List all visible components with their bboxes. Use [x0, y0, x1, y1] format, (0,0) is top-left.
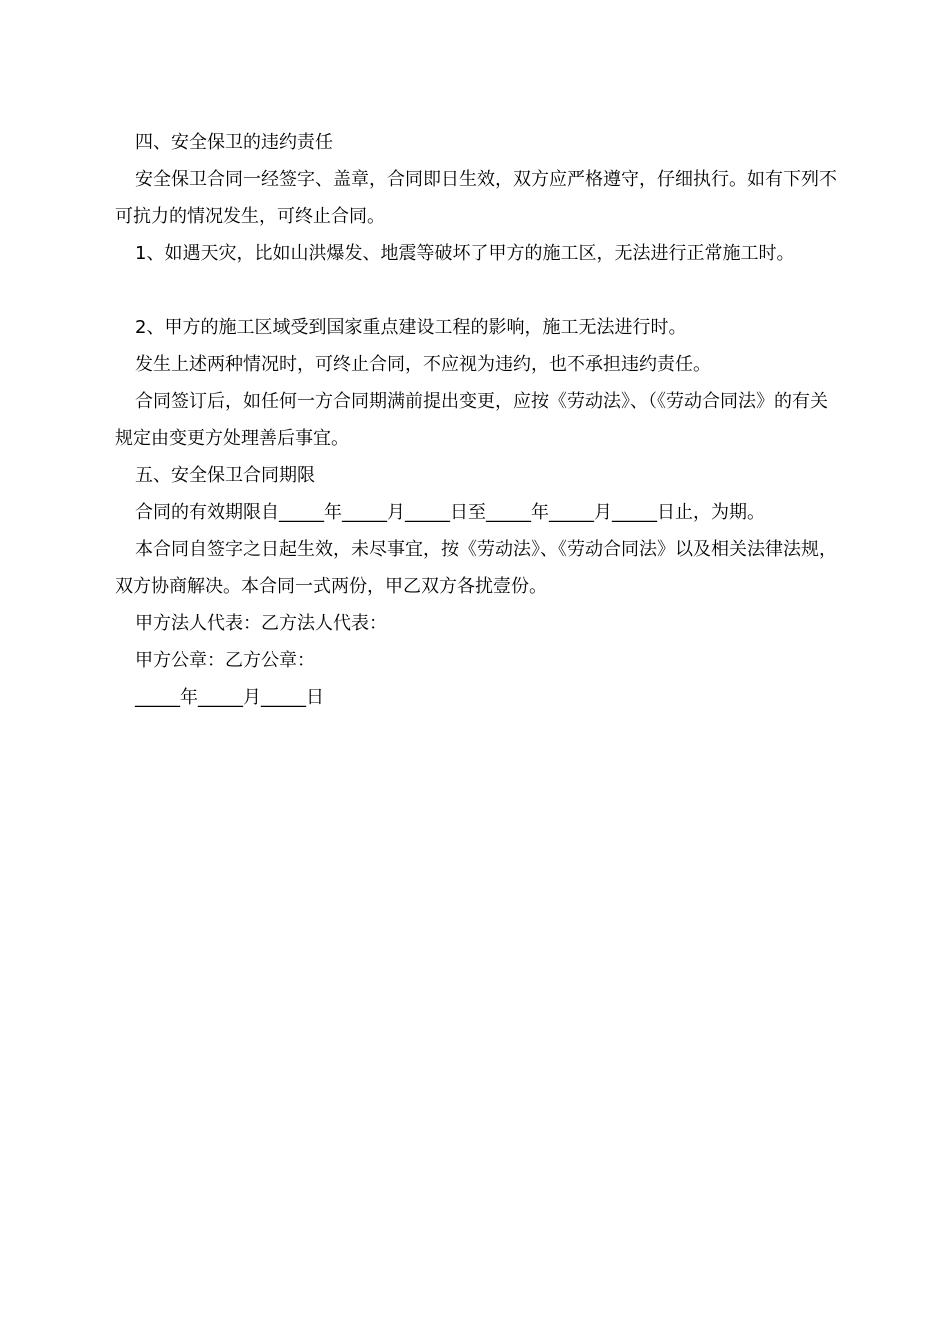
paragraph-copies: 本合同自签字之日起生效，未尽事宜，按《劳动法》、《劳动合同法》以及相关法律法规，双方协商解决。本合同一式两份，甲乙双方各扰壹份。: [115, 539, 837, 597]
paragraph-force-majeure-2: 2、甲方的施工区域受到国家重点建设工程的影响，施工无法进行时。: [135, 317, 687, 338]
signature-representatives: 甲方法人代表：乙方法人代表：: [135, 613, 387, 634]
blank-line: [115, 272, 840, 309]
paragraph-force-majeure-1: 1、如遇天灾，比如山洪爆发、地震等破坏了甲方的施工区，无法进行正常施工时。: [135, 243, 795, 264]
signature-date: _____年_____月_____日: [135, 687, 324, 708]
paragraph-change: 合同签订后，如任何一方合同期满前提出变更，应按《劳动法》、（《劳动合同法》的有关规定由变更方处理善后事宜。: [115, 391, 828, 449]
signature-seals: 甲方公章：乙方公章：: [135, 650, 315, 671]
paragraph-validity: 合同的有效期限自_____年_____月_____日至_____年_____月_____日止，为期。: [135, 502, 765, 523]
section-heading-breach: 四、安全保卫的违约责任: [135, 132, 333, 153]
paragraph-effect: 安全保卫合同一经签字、盖章，合同即日生效，双方应严格遵守，仔细执行。如有下列不可抗力的情况发生，可终止合同。: [115, 169, 837, 227]
section-heading-term: 五、安全保卫合同期限: [135, 465, 315, 486]
paragraph-termination: 发生上述两种情况时，可终止合同，不应视为违约，也不承担违约责任。: [135, 354, 711, 375]
document-body: [115, 124, 840, 716]
